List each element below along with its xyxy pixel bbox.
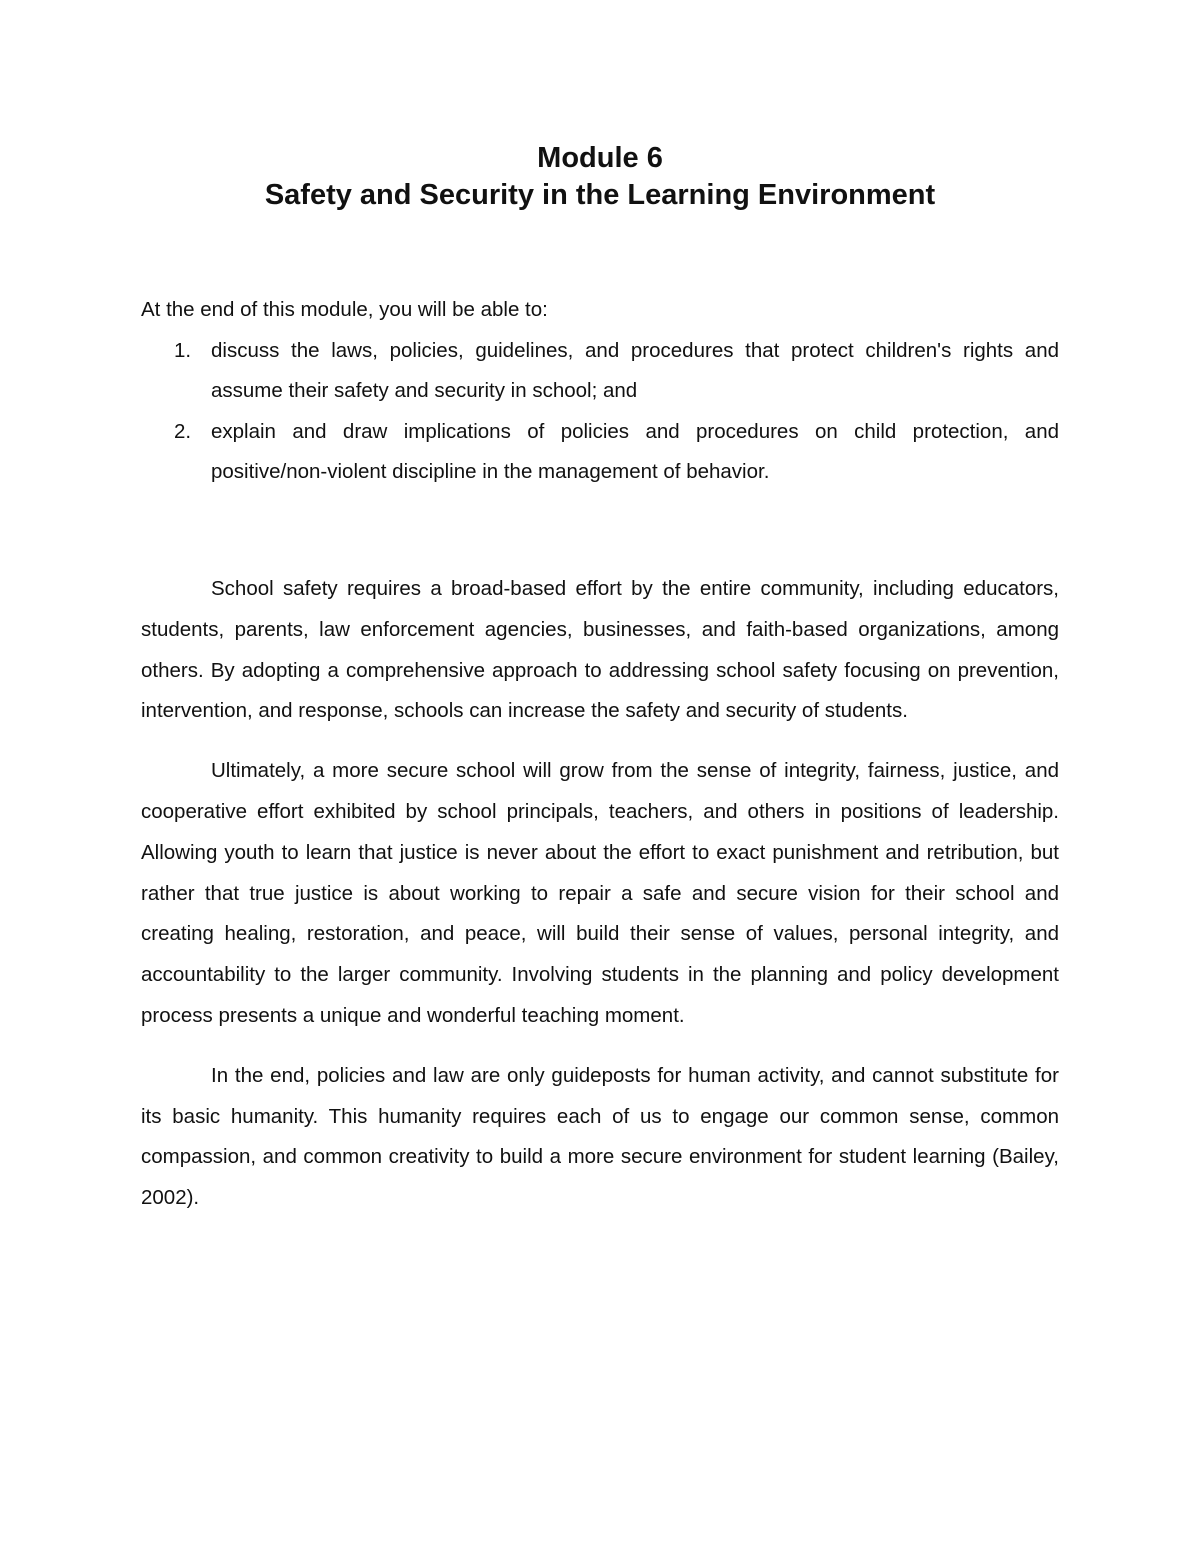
objective-number: 1. (174, 338, 192, 362)
objective-number: 2. (174, 419, 192, 443)
objective-text: explain and draw implications of policies and procedures on child protection, and positive/non-violent discipline in the management of behavior. (211, 419, 1059, 483)
objectives-section (141, 290, 1059, 493)
paragraph: School safety requires a broad-based effort by the entire community, including educators, students, parents, law enforcement agencies, businesses, and faith-based organizations, among others. By adopting a comprehensive approach to addressing school safety focusing on prevention, intervention, and response, schools can increase the safety and security of students. (141, 577, 1059, 723)
paragraph: In the end, policies and law are only guideposts for human activity, and cannot substitute for its basic humanity. This humanity requires each of us to engage our common sense, common compassion, and common creativity to build a more secure environment for student learning (Bailey, 2002). (141, 1063, 1059, 1210)
module-label: Module 6 (537, 142, 663, 174)
body-text (141, 569, 1059, 1238)
objective-text: discuss the laws, policies, guidelines, and procedures that protect children's rights and assume their safety and security in school; and (211, 338, 1059, 402)
objective-item (141, 331, 1059, 412)
paragraph: Ultimately, a more secure school will grow from the sense of integrity, fairness, justice, and cooperative effort exhibited by school principals, teachers, and others in positions of leadership. Allowing youth to learn that justice is never about the effort to exact punishment and retribution, but rather that true justice is about working to repair a safe and secure vision for their school and creating healing, restoration, and peace, will build their sense of values, personal integrity, and accountability to the larger community. Involving students in the planning and policy development process presents a unique and wonderful teaching moment. (141, 759, 1059, 1027)
objectives-intro: At the end of this module, you will be able to: (141, 298, 548, 321)
objective-item (141, 412, 1059, 493)
objectives-list (141, 331, 1059, 493)
title-block (0, 140, 1200, 214)
module-title: Safety and Security in the Learning Environment (264, 179, 936, 211)
